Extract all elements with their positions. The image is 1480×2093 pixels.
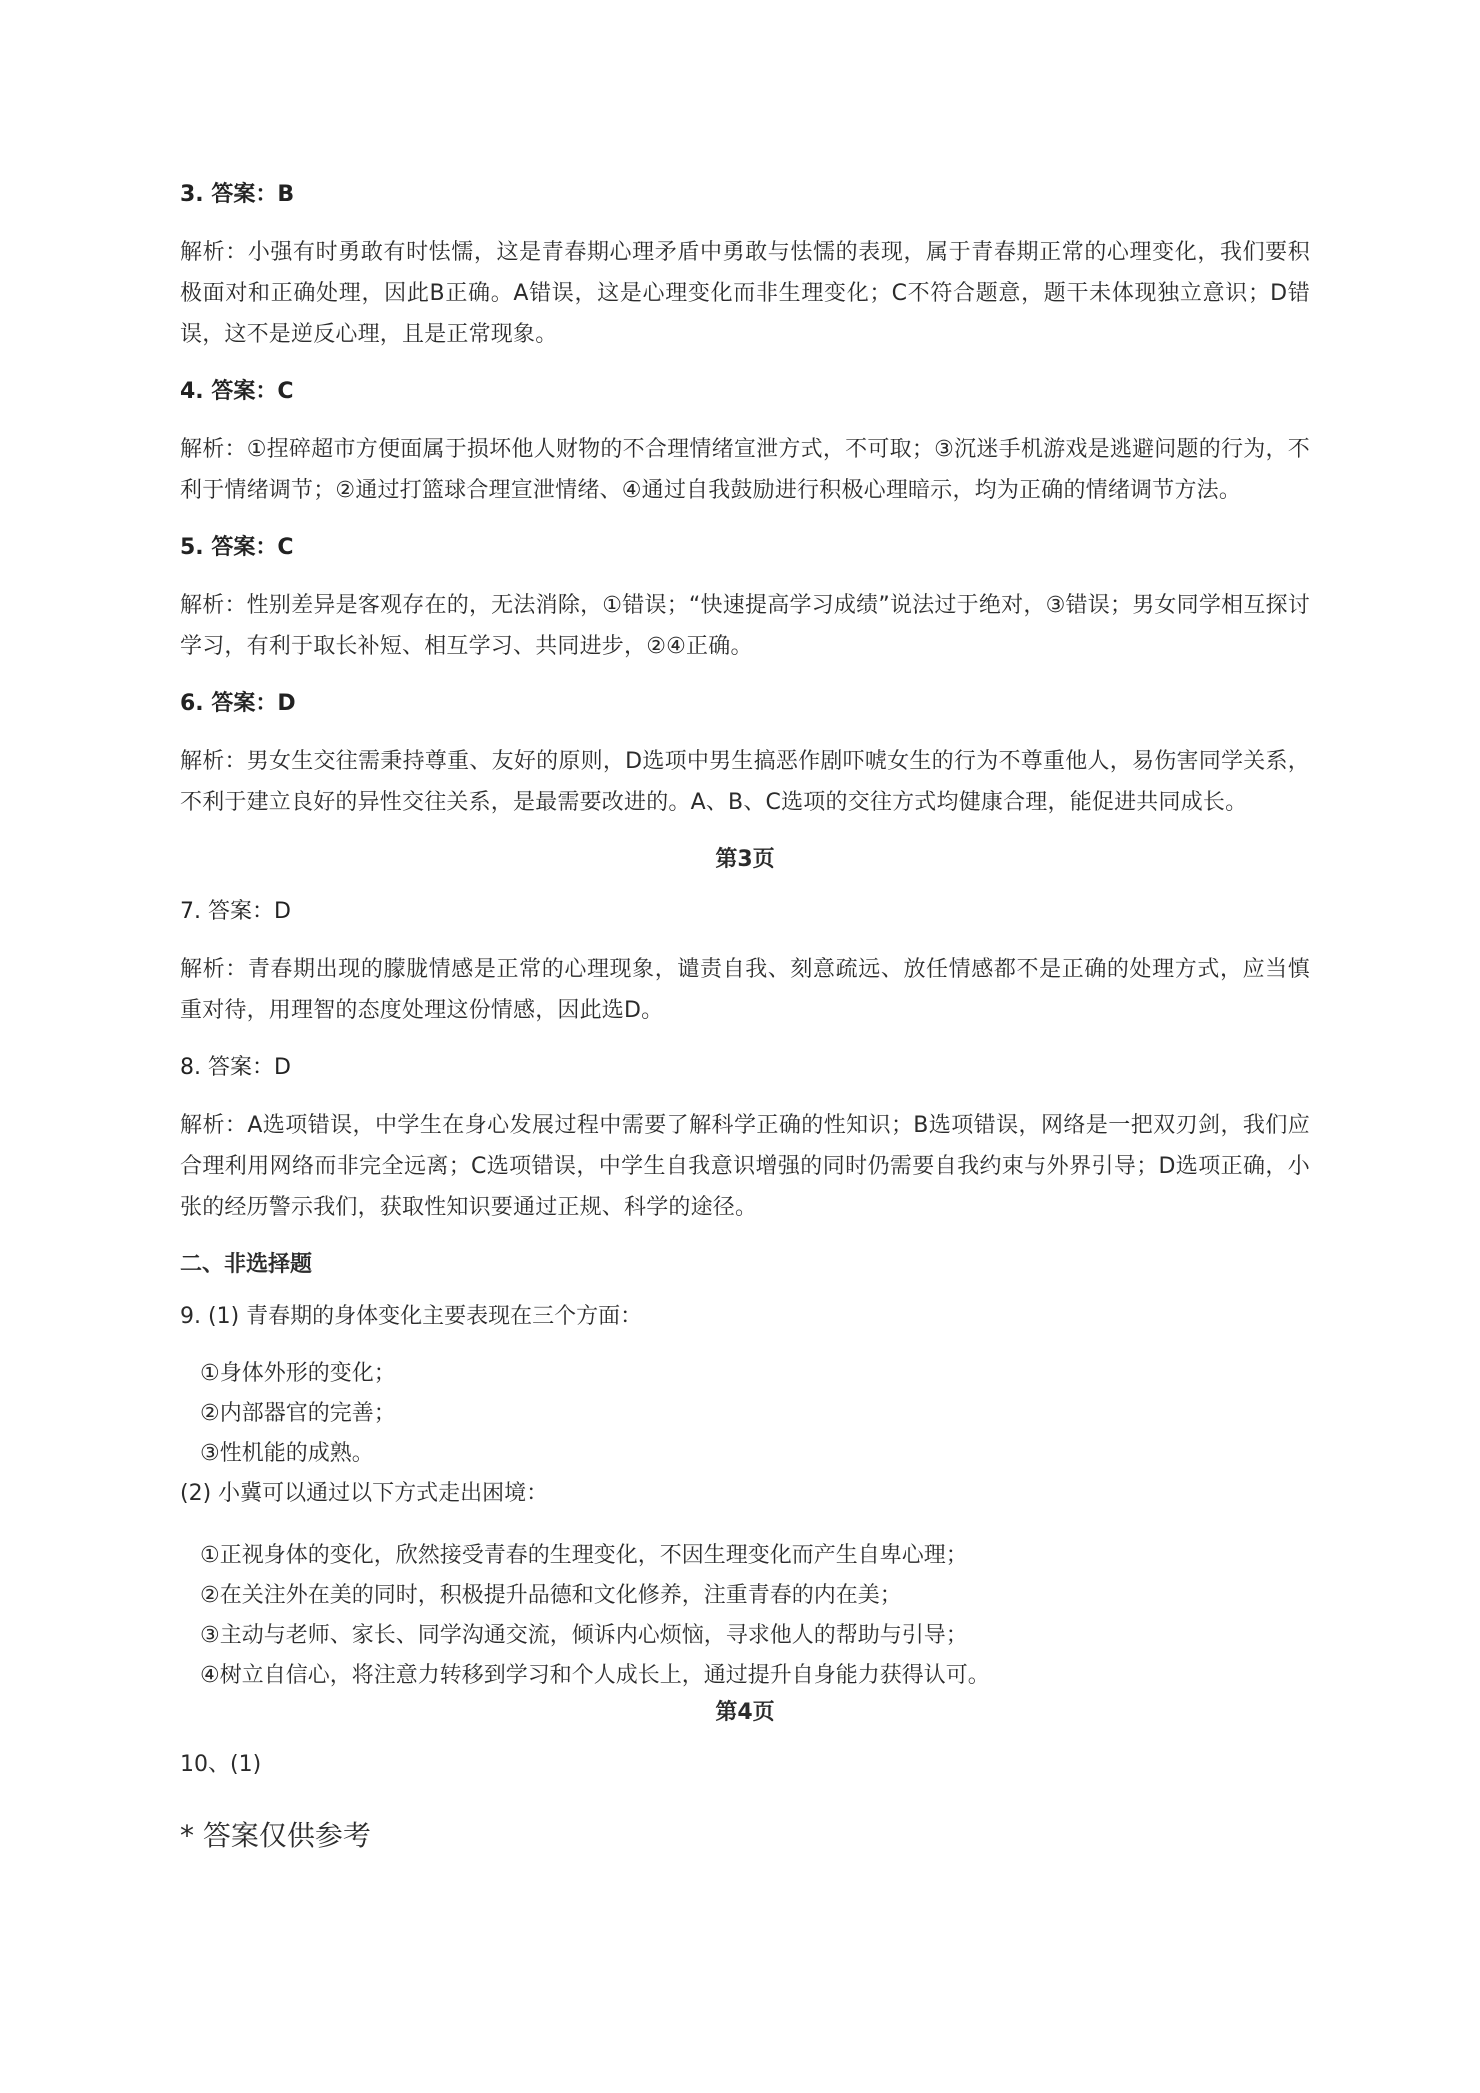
explanation-6: 解析：男女生交往需秉持尊重、友好的原则，D选项中男生搞恶作剧吓唬女生的行为不尊重他人，易伤害同学关系，不利于建立良好的异性交往关系，是最需要改进的。A、B、C选项的交往方式均健康合理，能促进共同成长。 [180,749,1310,815]
explanation-5: 解析：性别差异是客观存在的，无法消除，①错误；“快速提高学习成绩”说法过于绝对，③错误；男女同学相互探讨学习，有利于取长补短、相互学习、共同进步，②④正确。 [180,593,1310,659]
explanation-8: 解析：A选项错误，中学生在身心发展过程中需要了解科学正确的性知识；B选项错误，网络是一把双刃剑，我们应合理利用网络而非完全远离；C选项错误，中学生自我意识增强的同时仍需要自我约束与外界引导；D选项正确，小张的经历警示我们，获取性知识要通过正规、科学的途径。 [180,1113,1310,1220]
answer-5: 5. 答案：C [180,535,294,560]
q9-part2-title: (2) 小冀可以通过以下方式走出困境： [180,1481,549,1506]
q9-part1-title: 9. (1) 青春期的身体变化主要表现在三个方面： [180,1304,643,1329]
document-content [180,180,1310,1854]
q9-part2-list [180,1536,1310,1696]
q10-label: 10、(1) [180,1752,262,1777]
list-item: ①正视身体的变化，欣然接受青春的生理变化，不因生理变化而产生自卑心理； [200,1543,968,1568]
answer-3: 3. 答案：B [180,182,295,207]
section-title-non-choice: 二、非选择题 [180,1252,313,1277]
page-number-3: 第3页 [715,847,775,872]
list-item: ①身体外形的变化； [200,1361,396,1386]
list-item: ②内部器官的完善； [200,1401,396,1426]
explanation-7: 解析：青春期出现的朦胧情感是正常的心理现象，谴责自我、刻意疏远、放任情感都不是正确的处理方式，应当慎重对待，用理智的态度处理这份情感，因此选D。 [180,957,1310,1023]
list-item: ③主动与老师、家长、同学沟通交流，倾诉内心烦恼，寻求他人的帮助与引导； [200,1623,968,1648]
list-item: ④树立自信心，将注意力转移到学习和个人成长上，通过提升自身能力获得认可。 [200,1663,990,1688]
list-item: ③性机能的成熟。 [200,1441,374,1466]
answer-6: 6. 答案：D [180,691,296,716]
explanation-4: 解析：①捏碎超市方便面属于损坏他人财物的不合理情绪宣泄方式，不可取；③沉迷手机游戏是逃避问题的行为，不利于情绪调节；②通过打篮球合理宣泄情绪、④通过自我鼓励进行积极心理暗示，均为正确的情绪调节方法。 [180,437,1310,503]
answer-4: 4. 答案：C [180,379,294,404]
page-number-4: 第4页 [715,1700,775,1725]
explanation-3: 解析：小强有时勇敢有时怯懦，这是青春期心理矛盾中勇敢与怯懦的表现，属于青春期正常的心理变化，我们要积极面对和正确处理，因此B正确。A错误，这是心理变化而非生理变化；C不符合题意，题干未体现独立意识；D错误，这不是逆反心理，且是正常现象。 [180,240,1310,347]
list-item: ②在关注外在美的同时，积极提升品德和文化修养，注重青春的内在美； [200,1583,902,1608]
answer-8: 8. 答案：D [180,1055,291,1080]
q9-part1-list [180,1354,1310,1474]
footer-note: * 答案仅供参考 [180,1819,371,1852]
answer-7: 7. 答案：D [180,899,291,924]
